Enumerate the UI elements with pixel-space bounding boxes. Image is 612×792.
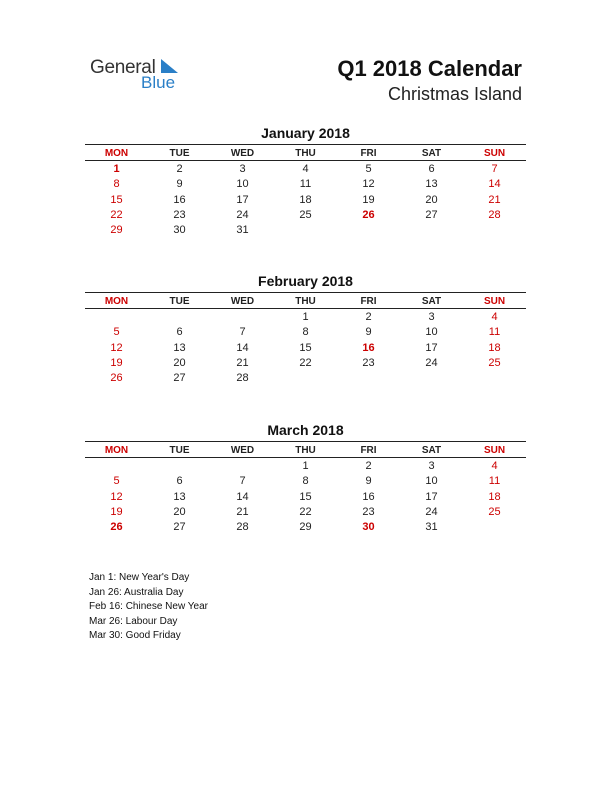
weekday-label: SAT bbox=[421, 296, 442, 307]
weekday-label: MON bbox=[104, 148, 129, 159]
day-cell: 11 bbox=[488, 475, 501, 488]
holiday-item: Feb 16: Chinese New Year bbox=[89, 601, 208, 613]
month-title: March 2018 bbox=[267, 422, 344, 438]
day-cell: 1 bbox=[302, 460, 309, 472]
day-cell: 31 bbox=[425, 521, 438, 534]
weekday-label: MON bbox=[104, 445, 129, 456]
week-row bbox=[85, 193, 526, 208]
day-cell: 22 bbox=[299, 505, 312, 518]
page-subtitle: Christmas Island bbox=[387, 84, 522, 104]
day-cell: 6 bbox=[428, 163, 435, 175]
weekday-header-row bbox=[85, 292, 526, 309]
day-cell: 7 bbox=[491, 163, 498, 175]
weekday-label: TUE bbox=[169, 148, 190, 159]
day-cell bbox=[85, 459, 148, 474]
day-cell: 29 bbox=[110, 224, 123, 237]
month-title: January 2018 bbox=[261, 125, 350, 141]
weekday-label: TUE bbox=[169, 445, 190, 456]
day-cell: 4 bbox=[491, 311, 498, 323]
day-cell: 29 bbox=[299, 521, 312, 534]
week-row bbox=[85, 371, 526, 386]
weekday-label: SAT bbox=[421, 445, 442, 456]
day-cell: 13 bbox=[425, 178, 438, 191]
generalblue-logo bbox=[90, 57, 190, 91]
day-cell: 19 bbox=[110, 356, 123, 369]
weekday-label: SUN bbox=[483, 296, 506, 307]
day-cell bbox=[337, 371, 400, 386]
day-cell bbox=[85, 310, 148, 325]
day-cell: 6 bbox=[176, 326, 183, 339]
day-cell: 12 bbox=[110, 490, 123, 503]
day-cell: 19 bbox=[362, 193, 375, 206]
day-cell: 5 bbox=[113, 326, 120, 339]
day-cell bbox=[463, 371, 526, 386]
day-cell: 17 bbox=[425, 490, 438, 503]
day-cell: 18 bbox=[488, 490, 501, 503]
week-row bbox=[85, 177, 526, 192]
day-cell: 30 bbox=[362, 521, 375, 534]
week-row bbox=[85, 208, 526, 223]
logo-flag-icon bbox=[161, 59, 178, 73]
weekday-label: THU bbox=[295, 445, 316, 456]
week-row bbox=[85, 325, 526, 340]
day-cell: 25 bbox=[488, 356, 501, 369]
day-cell: 17 bbox=[236, 193, 249, 206]
weekday-label: SUN bbox=[483, 445, 506, 456]
day-cell: 26 bbox=[110, 521, 123, 534]
day-cell: 20 bbox=[173, 356, 186, 369]
weekday-label: SAT bbox=[421, 148, 442, 159]
day-cell bbox=[400, 223, 463, 238]
week-row bbox=[85, 474, 526, 489]
day-cell: 26 bbox=[110, 372, 123, 385]
day-cell: 15 bbox=[299, 490, 312, 503]
week-row bbox=[85, 162, 526, 177]
holiday-item: Jan 1: New Year's Day bbox=[89, 572, 190, 583]
day-cell: 6 bbox=[176, 475, 183, 488]
month-march bbox=[85, 422, 526, 535]
day-cell: 2 bbox=[365, 460, 372, 472]
weekday-label: THU bbox=[295, 296, 316, 307]
day-cell: 13 bbox=[173, 490, 186, 503]
day-cell: 3 bbox=[428, 311, 435, 323]
day-cell bbox=[463, 520, 526, 535]
page-title: Q1 2018 Calendar bbox=[337, 56, 522, 81]
day-cell: 28 bbox=[236, 372, 249, 385]
month-title: February 2018 bbox=[258, 273, 353, 289]
day-cell: 9 bbox=[365, 475, 372, 488]
week-row bbox=[85, 459, 526, 474]
day-cell: 20 bbox=[425, 193, 438, 206]
day-cell: 8 bbox=[113, 178, 120, 191]
day-cell: 18 bbox=[299, 193, 312, 206]
day-cell: 23 bbox=[362, 356, 375, 369]
day-cell: 30 bbox=[173, 224, 186, 237]
day-cell bbox=[211, 459, 274, 474]
day-cell: 28 bbox=[488, 208, 501, 221]
day-cell: 12 bbox=[362, 178, 375, 191]
day-cell: 24 bbox=[425, 356, 438, 369]
weekday-label: TUE bbox=[169, 296, 190, 307]
week-row bbox=[85, 490, 526, 505]
day-cell: 16 bbox=[173, 193, 186, 206]
day-cell: 21 bbox=[236, 356, 249, 369]
day-cell bbox=[274, 223, 337, 238]
day-cell: 14 bbox=[488, 178, 501, 191]
day-cell bbox=[211, 310, 274, 325]
day-cell: 14 bbox=[236, 341, 249, 354]
day-cell: 18 bbox=[488, 341, 501, 354]
day-cell: 1 bbox=[302, 311, 309, 323]
day-cell: 4 bbox=[491, 460, 498, 472]
week-row bbox=[85, 520, 526, 535]
month-february bbox=[85, 273, 526, 386]
week-row bbox=[85, 505, 526, 520]
holiday-list bbox=[89, 571, 208, 644]
day-cell: 10 bbox=[425, 475, 438, 488]
day-cell: 3 bbox=[428, 460, 435, 472]
day-cell: 5 bbox=[365, 163, 372, 175]
day-cell: 9 bbox=[176, 178, 183, 191]
week-row bbox=[85, 310, 526, 325]
weekday-label: FRI bbox=[360, 445, 377, 456]
week-row bbox=[85, 223, 526, 238]
weekday-label: WED bbox=[230, 148, 255, 159]
day-cell: 7 bbox=[239, 326, 246, 339]
day-cell bbox=[274, 371, 337, 386]
day-cell: 11 bbox=[299, 178, 312, 191]
day-cell: 16 bbox=[362, 341, 375, 354]
weekday-label: FRI bbox=[360, 148, 377, 159]
week-row bbox=[85, 341, 526, 356]
day-cell: 19 bbox=[110, 505, 123, 518]
logo-text-blue: Blue bbox=[141, 73, 176, 92]
day-cell: 22 bbox=[110, 208, 123, 221]
logo-text-general: General bbox=[90, 57, 156, 78]
day-cell: 23 bbox=[362, 505, 375, 518]
weekday-label: THU bbox=[295, 148, 316, 159]
weekday-header-row bbox=[85, 144, 526, 161]
weekday-label: MON bbox=[104, 296, 129, 307]
day-cell: 27 bbox=[173, 372, 186, 385]
day-cell: 20 bbox=[173, 505, 186, 518]
week-row bbox=[85, 356, 526, 371]
day-cell: 24 bbox=[236, 208, 249, 221]
day-cell: 15 bbox=[299, 341, 312, 354]
day-cell: 15 bbox=[110, 193, 123, 206]
day-cell: 31 bbox=[236, 224, 249, 237]
weekday-label: WED bbox=[230, 445, 255, 456]
day-cell: 4 bbox=[302, 163, 309, 175]
holiday-item: Mar 26: Labour Day bbox=[89, 615, 178, 627]
day-cell: 7 bbox=[239, 475, 246, 488]
day-cell: 25 bbox=[488, 505, 501, 518]
day-cell: 9 bbox=[365, 326, 372, 339]
day-cell: 1 bbox=[113, 163, 120, 175]
day-cell: 23 bbox=[173, 208, 186, 221]
holiday-item: Mar 30: Good Friday bbox=[89, 630, 181, 642]
day-cell: 3 bbox=[239, 163, 246, 175]
day-cell: 8 bbox=[302, 326, 309, 339]
day-cell: 10 bbox=[236, 178, 249, 191]
day-cell: 24 bbox=[425, 505, 438, 518]
day-cell: 14 bbox=[236, 490, 249, 503]
day-cell bbox=[463, 223, 526, 238]
day-cell: 8 bbox=[302, 475, 309, 488]
day-cell: 17 bbox=[425, 341, 438, 354]
day-cell: 5 bbox=[113, 475, 120, 488]
day-cell: 10 bbox=[425, 326, 438, 339]
day-cell bbox=[148, 459, 211, 474]
day-cell: 2 bbox=[365, 311, 372, 323]
day-cell: 25 bbox=[299, 208, 312, 221]
day-cell: 2 bbox=[176, 163, 183, 175]
day-cell bbox=[148, 310, 211, 325]
weekday-label: WED bbox=[230, 296, 255, 307]
day-cell bbox=[400, 371, 463, 386]
day-cell: 13 bbox=[173, 341, 186, 354]
day-cell: 27 bbox=[173, 521, 186, 534]
weekday-header-row bbox=[85, 441, 526, 458]
weekday-label: SUN bbox=[483, 148, 506, 159]
day-cell: 21 bbox=[488, 193, 501, 206]
day-cell: 11 bbox=[488, 326, 501, 339]
holiday-item: Jan 26: Australia Day bbox=[89, 586, 184, 598]
day-cell: 26 bbox=[362, 208, 375, 221]
day-cell: 28 bbox=[236, 521, 249, 534]
day-cell: 16 bbox=[362, 490, 375, 503]
day-cell: 22 bbox=[299, 356, 312, 369]
weekday-label: FRI bbox=[360, 296, 377, 307]
day-cell bbox=[337, 223, 400, 238]
day-cell: 12 bbox=[110, 341, 123, 354]
month-january bbox=[85, 125, 526, 238]
day-cell: 21 bbox=[236, 505, 249, 518]
day-cell: 27 bbox=[425, 208, 438, 221]
